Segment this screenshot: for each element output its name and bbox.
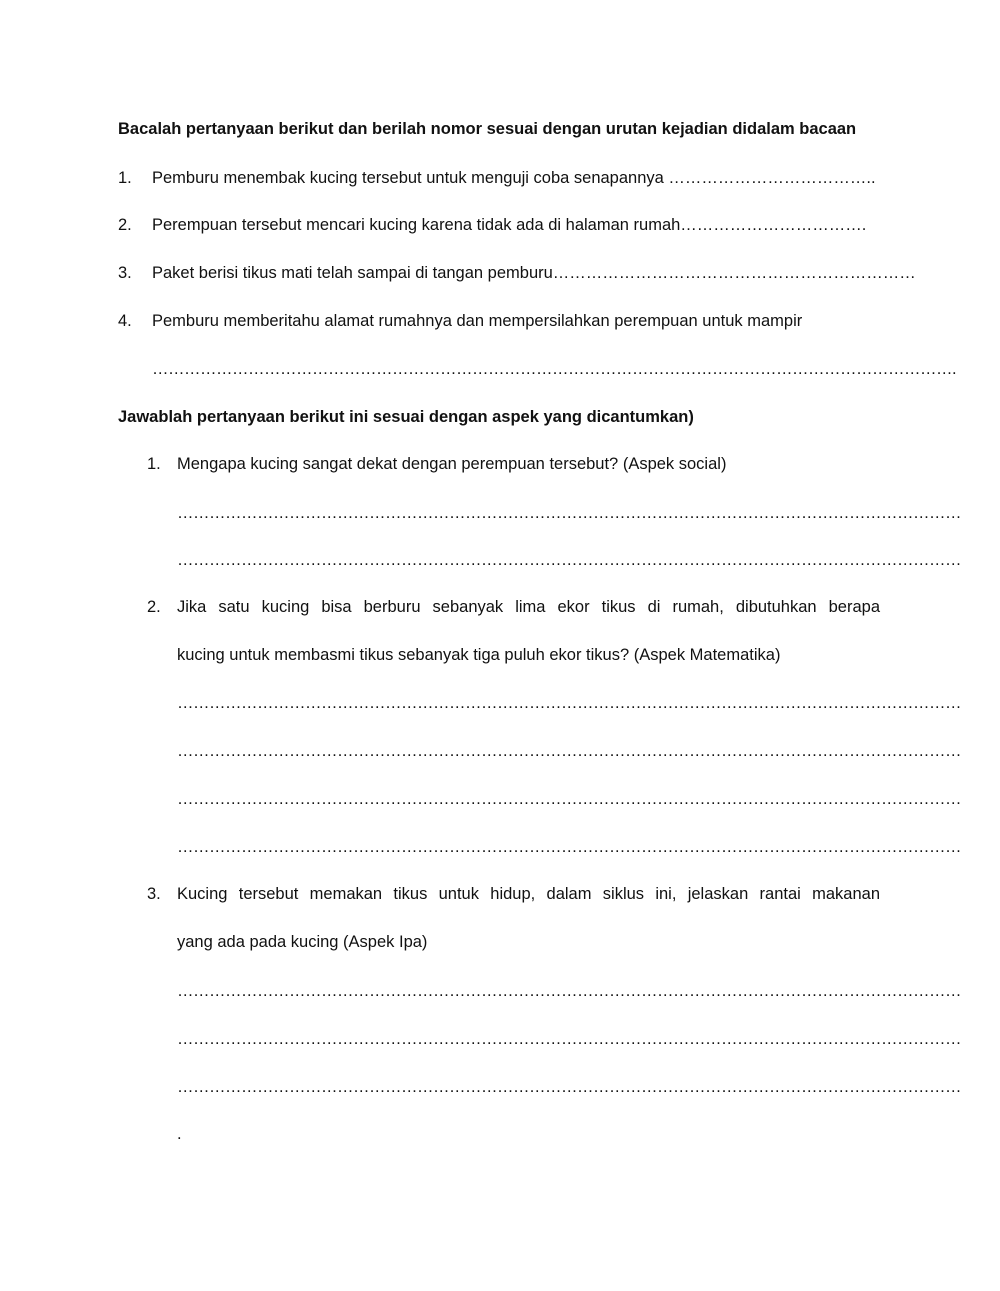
s2-q1-text: Mengapa kucing sangat dekat dengan perempuan tersebut? (Aspek social) <box>177 455 727 473</box>
s1-item-4-number: 4. <box>118 312 132 330</box>
s1-item-2-number: 2. <box>118 216 132 234</box>
s1-item-3-text: Paket berisi tikus mati telah sampai di tangan pemburu………………………………………………………… <box>152 264 916 282</box>
s2-q1-number: 1. <box>147 455 161 473</box>
s2-q3-answer-line-2[interactable]: ………………………………………………………………………………………………………………………………… <box>177 1030 961 1048</box>
s2-q3-text-line-1: Kucing tersebut memakan tikus untuk hidup, dalam siklus ini, jelaskan rantai makanan <box>177 885 880 903</box>
s2-q3-answer-line-3[interactable]: ………………………………………………………………………………………………………………………………… <box>177 1078 961 1096</box>
s1-item-4-answer-line[interactable]: ……………………………………………………………………………………………………………………………………. <box>152 360 957 378</box>
s2-q2-answer-line-3[interactable]: ………………………………………………………………………………………………………………………………… <box>177 790 961 808</box>
s2-q1-answer-line-1[interactable]: ………………………………………………………………………………………………………………………………… <box>177 504 961 522</box>
s2-q2-answer-line-2[interactable]: ………………………………………………………………………………………………………………………………… <box>177 742 961 760</box>
s1-item-2-text: Perempuan tersebut mencari kucing karena tidak ada di halaman rumah……………………………. <box>152 216 867 234</box>
s1-item-4-text: Pemburu memberitahu alamat rumahnya dan mempersilahkan perempuan untuk mampir <box>152 312 803 330</box>
s2-q2-text-line-2: kucing untuk membasmi tikus sebanyak tiga puluh ekor tikus? (Aspek Matematika) <box>177 646 781 664</box>
s2-q2-text-line-1: Jika satu kucing bisa berburu sebanyak lima ekor tikus di rumah, dibutuhkan berapa <box>177 598 880 616</box>
s2-q2-answer-line-4[interactable]: ………………………………………………………………………………………………………………………………… <box>177 838 961 856</box>
s1-item-1-number: 1. <box>118 169 132 187</box>
s1-item-1-text: Pemburu menembak kucing tersebut untuk menguji coba senapannya ……………………………….. <box>152 169 876 187</box>
s2-q1-answer-line-2[interactable]: ………………………………………………………………………………………………………………………………… <box>177 551 961 569</box>
s2-q2-answer-line-1[interactable]: ………………………………………………………………………………………………………………………………… <box>177 694 961 712</box>
s1-item-3-number: 3. <box>118 264 132 282</box>
s2-q3-number: 3. <box>147 885 161 903</box>
s2-q3-answer-line-1[interactable]: ………………………………………………………………………………………………………………………………… <box>177 982 961 1000</box>
s2-q3-end-dot: . <box>177 1125 182 1143</box>
s2-q2-number: 2. <box>147 598 161 616</box>
section-2-heading: Jawablah pertanyaan berikut ini sesuai dengan aspek yang dicantumkan) <box>118 408 694 426</box>
s2-q3-text-line-2: yang ada pada kucing (Aspek Ipa) <box>177 933 428 951</box>
section-1-heading: Bacalah pertanyaan berikut dan berilah nomor sesuai dengan urutan kejadian didalam bacaan <box>118 120 857 138</box>
